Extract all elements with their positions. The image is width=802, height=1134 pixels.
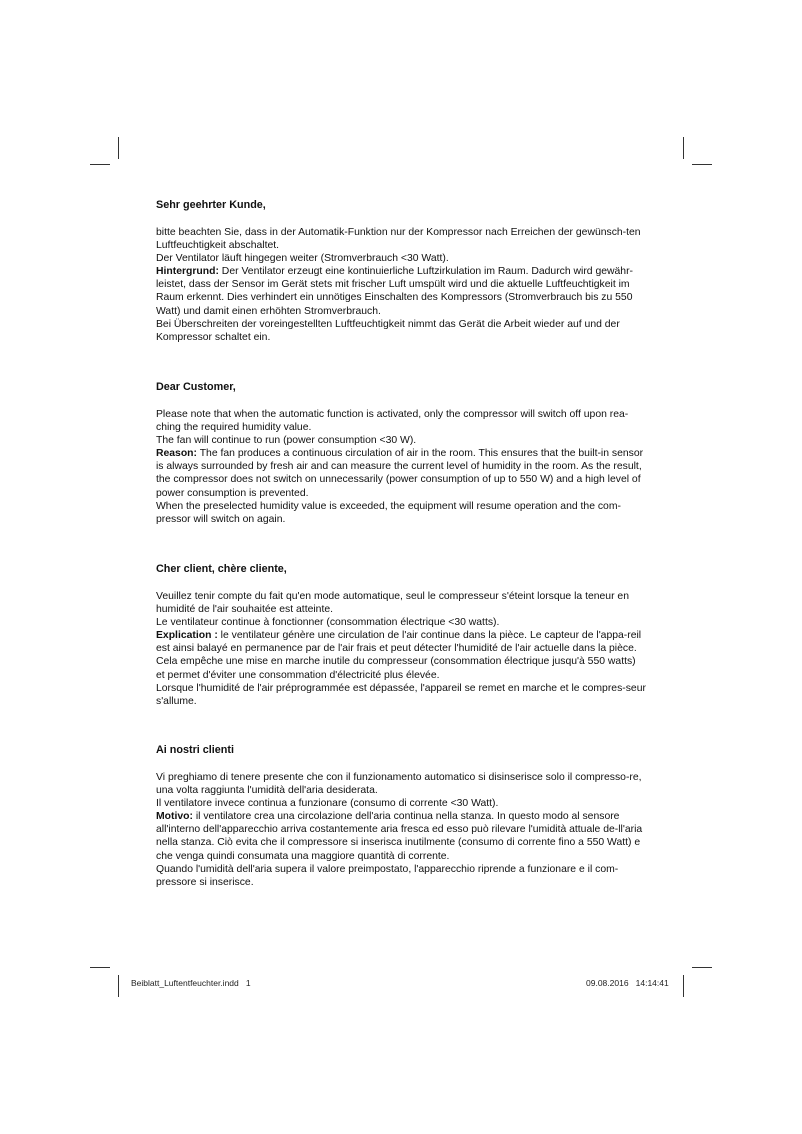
crop-mark-top-left-vertical — [118, 137, 119, 159]
reason-paragraph — [156, 810, 646, 862]
section-heading: Dear Customer, — [156, 381, 236, 393]
crop-mark-bottom-right-vertical — [683, 975, 684, 997]
reason-label: Explication : — [156, 630, 218, 642]
section-heading: Sehr geehrter Kunde, — [156, 199, 266, 211]
reason-paragraph — [156, 447, 646, 499]
intro-paragraph: Veuillez tenir compte du fait qu'en mode automatique, seul le compresseur s'éteint lorsque la teneur en humidité de l'air souhaitée est atteinte. — [156, 591, 629, 616]
reason-text: The fan produces a continuous circulation of air in the room. This ensures that the built-in sensor is always surrounded by fresh air and can measure the current level of humidity in the room. As the result, the compressor does not switch on unnecessarily (power consumption of up to 550 W) and a high level of power consumption is prevented. — [156, 448, 644, 499]
section-english — [156, 381, 646, 526]
fan-paragraph: Le ventilateur continue à fonctionner (consommation électrique <30 watts). — [156, 617, 500, 629]
reason-paragraph — [156, 629, 646, 681]
reason-text: Der Ventilator erzeugt eine kontinuierliche Luftzirkulation im Raum. Dadurch wird gewähr-leistet, dass der Sensor im Gerät stets mit frischer Luft umspült wird und die aktuelle Luftfeuchtigkeit im Raum erkennt. Dies verhindert ein unnötiges Einschalten des Kompressors (Stromverbrauch bis zu 550 Watt) und damit einen erhöhten Stromverbrauch. — [156, 266, 634, 317]
crop-mark-top-left-horizontal — [90, 164, 110, 165]
reason-label: Hintergrund: — [156, 266, 219, 278]
crop-mark-bottom-left-horizontal — [90, 967, 110, 968]
crop-mark-bottom-right-horizontal — [692, 967, 712, 968]
crop-mark-top-right-vertical — [683, 137, 684, 159]
fan-paragraph: Der Ventilator läuft hingegen weiter (Stromverbrauch <30 Watt). — [156, 253, 449, 265]
section-body — [156, 771, 646, 889]
section-body — [156, 226, 646, 344]
footer-filename: Beiblatt_Luftentfeuchter.indd 1 — [131, 978, 251, 988]
section-german — [156, 199, 646, 344]
section-heading: Cher client, chère cliente, — [156, 563, 287, 575]
crop-mark-bottom-left-vertical — [118, 975, 119, 997]
intro-paragraph: bitte beachten Sie, dass in der Automatik-Funktion nur der Kompressor nach Erreichen der gewünsch-ten Luftfeuchtigkeit abschaltet. — [156, 227, 641, 252]
outro-paragraph: Quando l'umidità dell'aria supera il valore preimpostato, l'apparecchio riprende a funzionare e il com-pressore si inserisce. — [156, 863, 619, 888]
outro-paragraph: Bei Überschreiten der voreingestellten Luftfeuchtigkeit nimmt das Gerät die Arbeit wieder auf und der Kompressor schaltet ein. — [156, 318, 620, 343]
crop-mark-top-right-horizontal — [692, 164, 712, 165]
fan-paragraph: The fan will continue to run (power consumption <30 W). — [156, 435, 417, 447]
section-body — [156, 590, 646, 708]
outro-paragraph: Lorsque l'humidité de l'air préprogrammée est dépassée, l'appareil se remet en marche et le compres-seur s'allume. — [156, 682, 646, 707]
section-french — [156, 563, 646, 708]
reason-paragraph — [156, 265, 646, 317]
footer-timestamp: 09.08.2016 14:14:41 — [586, 978, 669, 988]
fan-paragraph: Il ventilatore invece continua a funzionare (consumo di corrente <30 Watt). — [156, 798, 499, 810]
outro-paragraph: When the preselected humidity value is exceeded, the equipment will resume operation and the com-pressor will switch on again. — [156, 500, 621, 525]
intro-paragraph: Please note that when the automatic function is activated, only the compressor will switch off upon rea-ching the required humidity value. — [156, 409, 629, 434]
reason-label: Motivo: — [156, 811, 193, 823]
section-italian — [156, 744, 646, 889]
reason-text: il ventilatore crea una circolazione dell'aria continua nella stanza. In questo modo al sensore all'interno dell'apparecchio arriva costantemente aria fresca ed esso può rilevare l'umidità attuale de-ll'aria nella stanza. Ciò evita che il compressore si inserisca inutilmente (consumo di corrente fino a 550 Watt) e che venga quindi consumata una maggiore quantità di corrente. — [156, 811, 643, 862]
reason-text: le ventilateur génère une circulation de l'air continue dans la pièce. Le capteur de l'appa-reil est ainsi balayé en permanence par de l'air frais et peut détecter l'humidité de l'air actuelle dans la pièce. Cela empêche une mise en marche inutile du compresseur (consommation électrique jusqu'à 550 watts) et permet d'éviter une consommation d'électricité plus élevée. — [156, 630, 642, 681]
intro-paragraph: Vi preghiamo di tenere presente che con il funzionamento automatico si disinserisce solo il compresso-re, una volta raggiunta l'umidità dell'aria desiderata. — [156, 772, 642, 797]
section-body — [156, 408, 646, 526]
section-heading: Ai nostri clienti — [156, 744, 234, 756]
reason-label: Reason: — [156, 448, 197, 460]
